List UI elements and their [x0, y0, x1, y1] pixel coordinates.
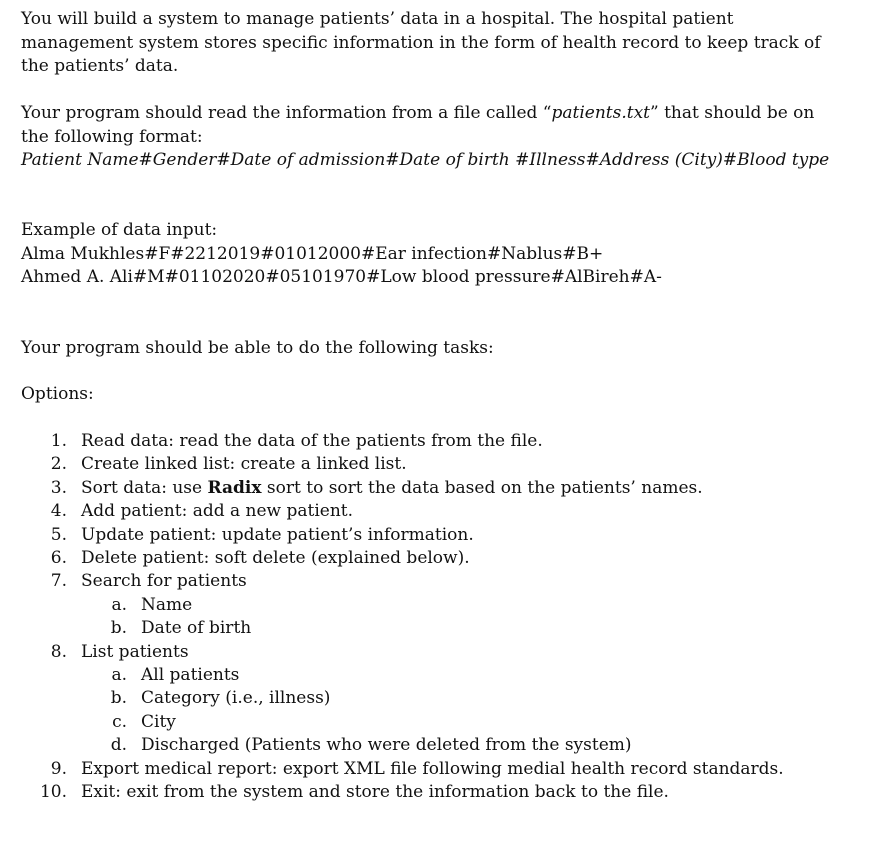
option-text: Exit: exit from the system and store the information back to the file.: [81, 782, 669, 803]
sub-option-item: [21, 617, 821, 640]
file-format-pre: Your program should read the information from a file called “: [21, 103, 552, 123]
file-format-post: ” that should be on: [650, 103, 815, 123]
sub-option-letter: b.: [110, 618, 127, 639]
intro-paragraph: [21, 8, 821, 79]
sub-option-text: All patients: [141, 665, 240, 686]
option-item: [21, 641, 821, 664]
tasks-intro: Your program should be able to do the following tasks:: [21, 338, 494, 358]
option-item: [21, 570, 821, 593]
option-number: 2.: [50, 454, 67, 475]
intro-line: the patients’ data.: [21, 56, 179, 76]
option-text-bold: Radix: [207, 477, 262, 498]
option-text: Add patient: add a new patient.: [81, 501, 354, 522]
sub-option-item: [21, 594, 821, 617]
option-text: Delete patient: soft delete (explained below).: [81, 548, 470, 569]
option-number: 5.: [50, 524, 67, 545]
record-format: Patient Name#Gender#Date of admission#Date of birth #Illness#Address (City)#Blood type: [21, 150, 830, 170]
option-number: 10.: [39, 782, 67, 803]
option-text-post: sort to sort the data based on the patients’ names.: [261, 477, 703, 498]
option-number: 6.: [50, 548, 67, 569]
option-text-pre: Sort data: use: [81, 477, 208, 498]
option-number: 9.: [50, 758, 67, 779]
options-list: [21, 430, 821, 805]
sub-option-letter: b.: [110, 688, 127, 709]
sub-option-letter: a.: [111, 594, 127, 615]
sub-option-text: Category (i.e., illness): [141, 688, 331, 709]
option-number: 8.: [50, 641, 67, 662]
sub-option-item: [21, 687, 821, 710]
sub-option-text: Date of birth: [141, 618, 252, 639]
option-text: Create linked list: create a linked list.: [81, 454, 407, 475]
sub-option-letter: d.: [110, 735, 127, 756]
example-heading: Example of data input:: [21, 220, 218, 240]
option-item: [21, 547, 821, 570]
option-text: Search for patients: [81, 571, 247, 592]
example-paragraph: [21, 219, 801, 290]
file-format-line-2: the following format:: [21, 126, 203, 147]
sub-option-item: [21, 734, 821, 757]
option-number: 1.: [50, 431, 67, 451]
sub-option-text: Name: [141, 594, 193, 615]
sub-option-text: Discharged (Patients who were deleted from the system): [141, 735, 632, 756]
example-row: Ahmed A. Ali#M#01102020#05101970#Low blood pressure#AlBireh#A-: [21, 267, 662, 287]
option-item: [21, 477, 821, 500]
sub-option-item: [21, 664, 821, 687]
option-item: [21, 453, 821, 476]
options-heading: Options:: [21, 384, 94, 404]
example-row: Alma Mukhles#F#2212019#01012000#Ear infection#Nablus#B+: [21, 243, 604, 264]
option-item: [21, 430, 821, 453]
option-number: 7.: [50, 571, 67, 592]
option-text: List patients: [81, 641, 189, 662]
intro-line: You will build a system to manage patients’ data in a hospital. The hospital patient: [21, 9, 734, 29]
sub-option-letter: a.: [111, 665, 127, 686]
option-text: Export medical report: export XML file following medial health record standards.: [81, 758, 784, 779]
option-item: [21, 500, 821, 523]
option-item: [21, 758, 821, 781]
option-text: Update patient: update patient’s information.: [81, 524, 474, 545]
intro-line: management system stores specific information in the form of health record to keep track of: [21, 32, 821, 53]
option-item: [21, 781, 821, 804]
option-number: 3.: [50, 477, 67, 498]
option-item: [21, 524, 821, 547]
filename: patients.txt: [551, 103, 650, 123]
file-format-paragraph: [21, 102, 830, 173]
option-text: Read data: read the data of the patients from the file.: [81, 431, 543, 451]
sub-option-text: City: [141, 711, 176, 732]
option-number: 4.: [50, 501, 67, 522]
sub-option-item: [21, 711, 821, 734]
sub-option-letter: c.: [112, 711, 127, 732]
file-format-line-1: [21, 102, 815, 126]
